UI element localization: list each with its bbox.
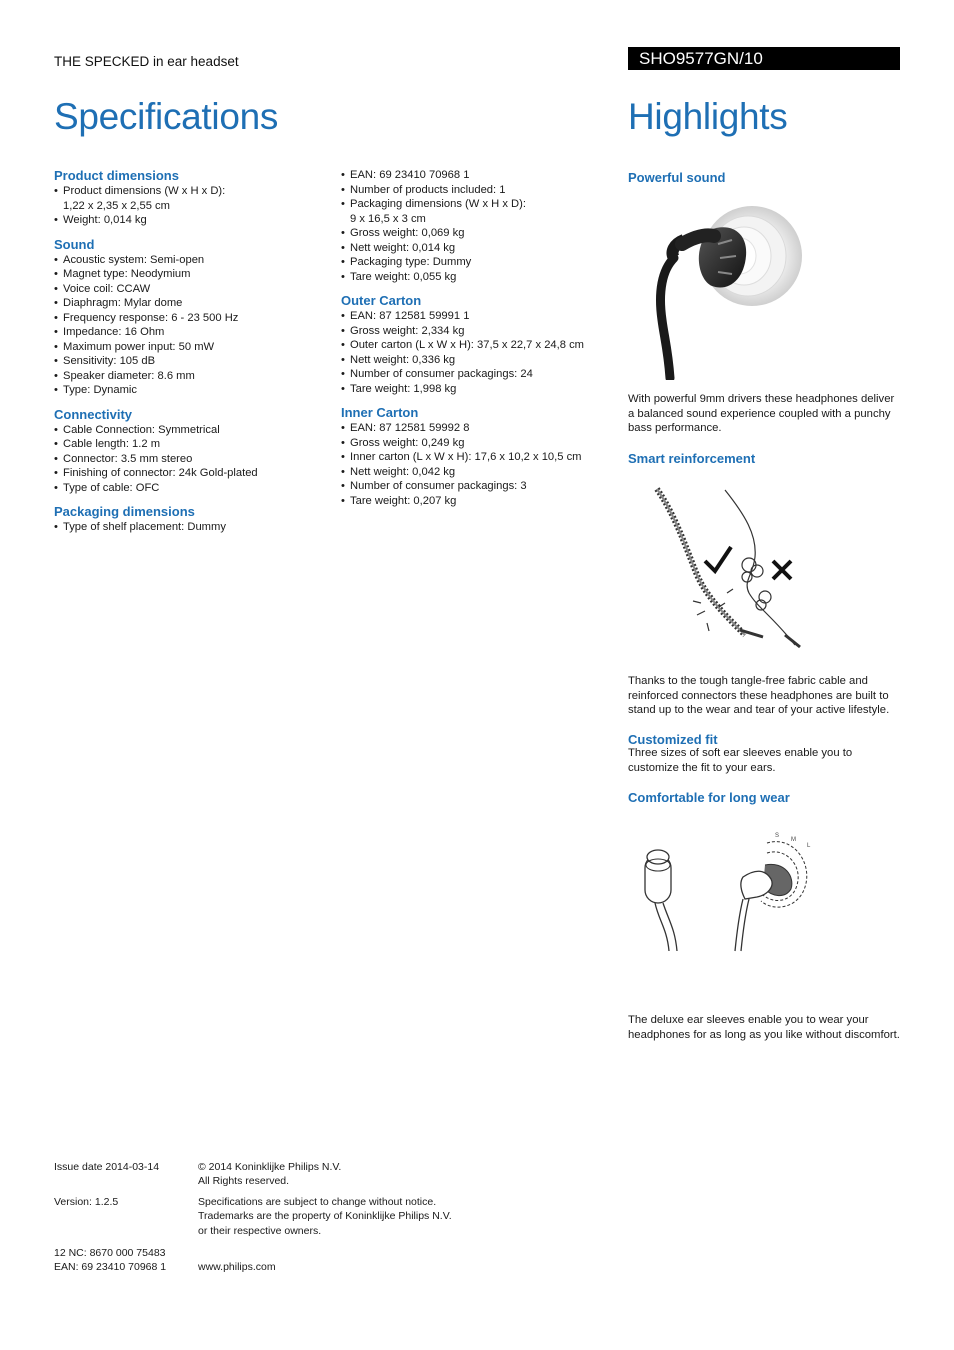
earphone-sound-waves-image xyxy=(640,200,815,380)
highlights-title: Highlights xyxy=(628,96,788,137)
highlight-title-powerful-sound: Powerful sound xyxy=(628,170,726,185)
spec-item: • Diaphragm: Mylar dome xyxy=(54,296,324,311)
spec-item: • Impedance: 16 Ohm xyxy=(54,325,324,340)
spec-item: • Type of shelf placement: Dummy xyxy=(54,520,324,535)
spec-item: • Number of products included: 1 xyxy=(341,183,616,198)
spec-item: • EAN: 87 12581 59991 1 xyxy=(341,309,616,324)
disclaimer-line-1: Specifications are subject to change without notice. xyxy=(198,1196,437,1208)
spec-item: • Packaging dimensions (W x H x D): 9 x 16,5 x 3 cm xyxy=(341,197,616,226)
spec-section-title: Inner Carton xyxy=(341,405,419,420)
specifications-title: Specifications xyxy=(54,96,279,137)
twelve-nc: 12 NC: 8670 000 75483 xyxy=(54,1247,166,1259)
highlight-text-smart-reinforcement: Thanks to the tough tangle-free fabric cable and reinforced connectors these headphones are built to stand up to the wear and tear of your active lifestyle. xyxy=(628,675,890,717)
highlight-title-smart-reinforcement: Smart reinforcement xyxy=(628,451,756,466)
spec-item: • Number of consumer packagings: 24 xyxy=(341,367,616,382)
highlight-title-customized-fit: Customized fit xyxy=(628,732,718,747)
codes xyxy=(54,1246,166,1275)
footer-ean: EAN: 69 23410 70968 1 xyxy=(54,1261,167,1274)
spec-item: • Nett weight: 0,042 kg xyxy=(341,465,616,480)
highlight-text-customized-fit: Three sizes of soft ear sleeves enable you to customize the fit to your ears. xyxy=(628,747,853,774)
spec-item: • Gross weight: 0,069 kg xyxy=(341,226,616,241)
tangle-free-cable-image xyxy=(645,485,810,655)
spec-list xyxy=(54,184,324,228)
spec-item: • Frequency response: 6 - 23 500 Hz xyxy=(54,311,324,326)
highlight-title-comfortable: Comfortable for long wear xyxy=(628,790,790,805)
specs-column-left xyxy=(54,168,324,544)
spec-item: • Type of cable: OFC xyxy=(54,481,324,496)
spec-item: • Nett weight: 0,336 kg xyxy=(341,353,616,368)
spec-item: • Acoustic system: Semi-open xyxy=(54,253,324,268)
spec-item: • Magnet type: Neodymium xyxy=(54,267,324,282)
copyright xyxy=(198,1160,341,1189)
spec-item: • Nett weight: 0,014 kg xyxy=(341,241,616,256)
spec-item: • Voice coil: CCAW xyxy=(54,282,324,297)
spec-section-title: Packaging dimensions xyxy=(54,504,195,519)
size-label-l: L xyxy=(807,843,811,849)
spec-section-title: Sound xyxy=(54,236,95,252)
spec-item: • Tare weight: 0,055 kg xyxy=(341,270,616,285)
disclaimer-line-2: Trademarks are the property of Koninklijke Philips N.V. xyxy=(198,1210,452,1223)
spec-section-title: Product dimensions xyxy=(54,168,179,183)
spec-item: • Weight: 0,014 kg xyxy=(54,213,324,228)
spec-item: • Gross weight: 0,249 kg xyxy=(341,436,616,451)
spec-list xyxy=(341,168,616,284)
spec-list xyxy=(54,253,324,398)
spec-item: • EAN: 69 23410 70968 1 xyxy=(341,168,616,183)
website-link[interactable]: www.philips.com xyxy=(198,1261,276,1273)
spec-item: • Gross weight: 2,334 kg xyxy=(341,324,616,339)
spec-item: • Cable Connection: Symmetrical xyxy=(54,423,324,438)
spec-item: • Outer carton (L x W x H): 37,5 x 22,7 x 24,8 cm xyxy=(341,338,616,353)
spec-item: • Sensitivity: 105 dB xyxy=(54,354,324,369)
spec-section-title: Outer Carton xyxy=(341,293,422,308)
spec-item: • Finishing of connector: 24k Gold-plated xyxy=(54,466,324,481)
size-label-s: S xyxy=(775,833,780,839)
spec-list xyxy=(54,520,324,535)
disclaimer xyxy=(198,1195,452,1238)
spec-section-title: Connectivity xyxy=(54,406,133,422)
copyright-line: © 2014 Koninklijke Philips N.V. xyxy=(198,1161,342,1173)
spec-list xyxy=(54,423,324,496)
model-badge: SHO9577GN/10 xyxy=(628,47,900,70)
spec-item: • Tare weight: 0,207 kg xyxy=(341,494,616,509)
ear-sleeve-sizes-image xyxy=(635,825,820,965)
spec-item: • Connector: 3.5 mm stereo xyxy=(54,452,324,467)
spec-item: • Number of consumer packagings: 3 xyxy=(341,479,616,494)
spec-item: • Maximum power input: 50 mW xyxy=(54,340,324,355)
spec-item: • Inner carton (L x W x H): 17,6 x 10,2 x 10,5 cm xyxy=(341,450,616,465)
spec-list xyxy=(341,421,616,508)
issue-date: Issue date 2014-03-14 xyxy=(54,1161,160,1173)
specs-column-middle xyxy=(341,168,616,517)
disclaimer-line-3: or their respective owners. xyxy=(198,1224,322,1237)
rights-line: All Rights reserved. xyxy=(198,1175,290,1188)
size-label-m: M xyxy=(791,837,796,843)
spec-item: • Cable length: 1.2 m xyxy=(54,437,324,452)
spec-item: • Type: Dynamic xyxy=(54,383,324,398)
spec-item: • EAN: 87 12581 59992 8 xyxy=(341,421,616,436)
spec-item: • Speaker diameter: 8.6 mm xyxy=(54,369,324,384)
highlight-text-comfortable: The deluxe ear sleeves enable you to wear your headphones for as long as you like without discomfort. xyxy=(628,1014,900,1041)
spec-list xyxy=(341,309,616,396)
spec-item: • Product dimensions (W x H x D): 1,22 x 2,35 x 2,55 cm xyxy=(54,184,324,213)
version: Version: 1.2.5 xyxy=(54,1196,119,1208)
product-subtitle: THE SPECKED in ear headset xyxy=(54,54,239,69)
spec-item: • Tare weight: 1,998 kg xyxy=(341,382,616,397)
spec-item: • Packaging type: Dummy xyxy=(341,255,616,270)
highlight-text-powerful-sound: With powerful 9mm drivers these headphones deliver a balanced sound experience coupled with a punchy bass performance. xyxy=(628,393,895,435)
